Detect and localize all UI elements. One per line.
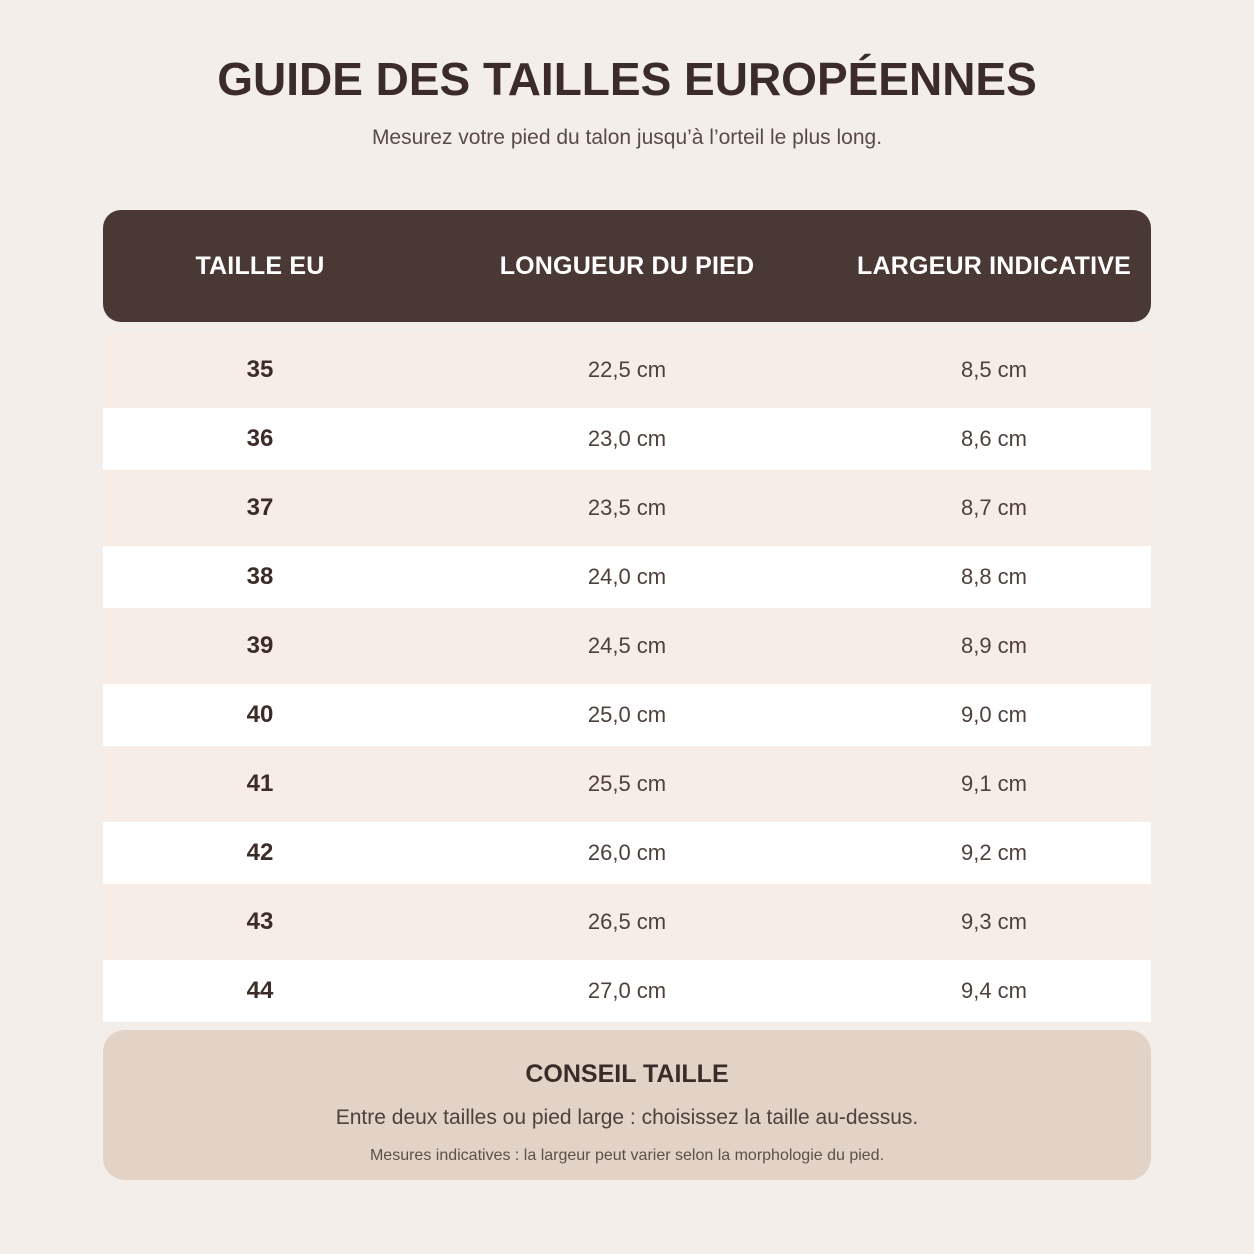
cell-width: 9,1 cm: [960, 771, 1028, 796]
advice-box: [103, 1030, 1151, 1180]
table-row: [103, 822, 1151, 884]
table-row: [103, 408, 1151, 470]
column-header-width: LARGEUR INDICATIVE: [857, 251, 1131, 280]
page-title: GUIDE DES TAILLES EUROPÉENNES: [217, 53, 1037, 105]
cell-length: 24,0 cm: [587, 564, 667, 589]
column-header-size: TAILLE EU: [195, 251, 325, 280]
table-row: [103, 746, 1151, 822]
page-subtitle: Mesurez votre pied du talon jusqu’à l’orteil le plus long.: [371, 126, 883, 149]
cell-size: 36: [246, 425, 274, 452]
cell-length: 24,5 cm: [587, 633, 667, 658]
cell-width: 9,4 cm: [960, 978, 1028, 1003]
cell-size: 38: [246, 563, 274, 590]
cell-width: 8,9 cm: [960, 633, 1028, 658]
cell-length: 27,0 cm: [587, 978, 667, 1003]
cell-width: 9,2 cm: [960, 840, 1028, 865]
cell-length: 25,0 cm: [587, 702, 667, 727]
cell-length: 23,0 cm: [587, 426, 667, 451]
advice-title: CONSEIL TAILLE: [525, 1060, 729, 1088]
cell-width: 8,7 cm: [960, 495, 1028, 520]
cell-size: 40: [246, 701, 274, 728]
cell-width: 8,6 cm: [960, 426, 1028, 451]
table-row: [103, 608, 1151, 684]
table-row: [103, 684, 1151, 746]
cell-width: 8,8 cm: [960, 564, 1028, 589]
cell-size: 41: [246, 770, 274, 797]
cell-size: 39: [246, 632, 274, 659]
cell-length: 26,0 cm: [587, 840, 667, 865]
cell-length: 22,5 cm: [587, 357, 667, 382]
table-row: [103, 546, 1151, 608]
cell-length: 23,5 cm: [587, 495, 667, 520]
cell-width: 8,5 cm: [960, 357, 1028, 382]
table-row: [103, 332, 1151, 408]
cell-length: 25,5 cm: [587, 771, 667, 796]
column-header-length: LONGUEUR DU PIED: [499, 251, 755, 280]
cell-width: 9,0 cm: [960, 702, 1028, 727]
cell-length: 26,5 cm: [587, 909, 667, 934]
cell-width: 9,3 cm: [960, 909, 1028, 934]
cell-size: 44: [246, 977, 274, 1004]
table-row: [103, 960, 1151, 1022]
table-body: [103, 332, 1151, 1022]
cell-size: 42: [246, 839, 274, 866]
advice-text: Entre deux tailles ou pied large : choisissez la taille au-dessus.: [335, 1106, 919, 1129]
table-row: [103, 470, 1151, 546]
advice-note: Mesures indicatives : la largeur peut varier selon la morphologie du pied.: [369, 1147, 885, 1164]
cell-size: 37: [246, 494, 274, 521]
cell-size: 43: [246, 908, 274, 935]
size-table: [103, 210, 1151, 1022]
table-row: [103, 884, 1151, 960]
cell-size: 35: [246, 356, 274, 383]
table-header: [103, 210, 1151, 322]
